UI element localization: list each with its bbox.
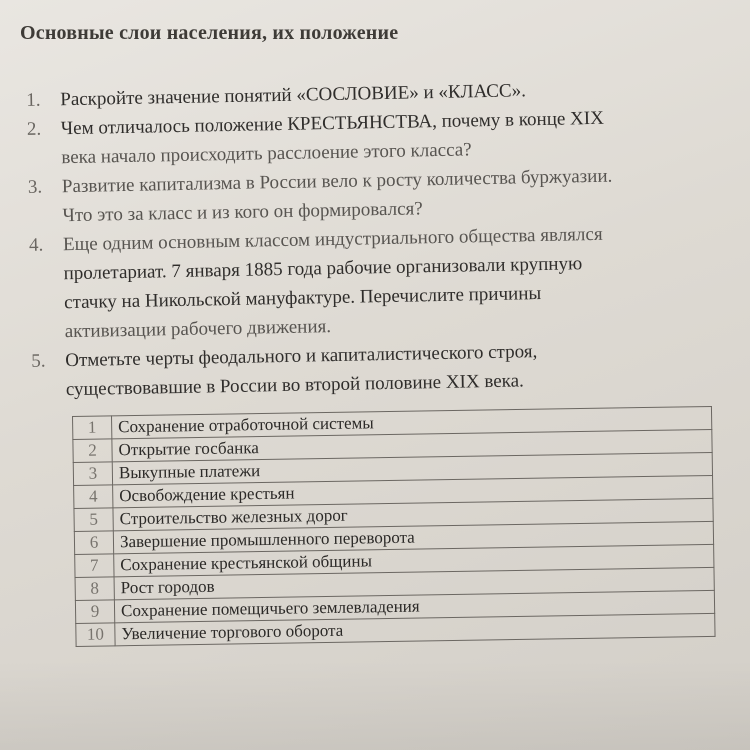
question-list (20, 72, 746, 405)
row-number: 1 (73, 416, 112, 440)
row-text: Открытие госбанка (112, 429, 712, 461)
question-number: 3. (27, 176, 43, 198)
row-number: 8 (75, 577, 114, 601)
question-text: века начало происходить расслоение этого класса? (61, 139, 472, 169)
question-4 (23, 217, 745, 347)
row-number: 7 (75, 554, 114, 578)
row-text: Увеличение торгового оборота (115, 613, 715, 645)
question-text: Отметьте черты феодального и капиталистического строя, (65, 341, 538, 372)
row-text: Завершение промышленного переворота (113, 521, 713, 553)
question-text: Развитие капитализма в России вело к росту количества буржуазии. (61, 165, 613, 198)
row-text: Сохранение помещичьего землевладения (114, 590, 714, 622)
features-table (72, 406, 716, 647)
question-text: Чем отличалось положение КРЕСТЬЯНСТВА, почему в конце XIX (60, 107, 605, 140)
row-text: Выкупные платежи (112, 452, 712, 484)
row-number: 4 (74, 485, 113, 509)
row-text: Сохранение отработочной системы (112, 406, 712, 438)
question-text: стачку на Никольской мануфактуре. Перечислите причины (63, 283, 542, 314)
question-text: Раскройте значение понятий «СОСЛОВИЕ» и «КЛАСС». (60, 80, 527, 111)
row-number: 5 (74, 508, 113, 532)
question-text: пролетариат. 7 января 1885 года рабочие организовали крупную (63, 253, 583, 285)
row-number: 2 (73, 439, 112, 463)
worksheet-title: Основные слои населения, их положение (20, 22, 399, 44)
question-number: 4. (28, 234, 44, 256)
question-number: 1. (26, 89, 41, 111)
question-text: Еще одним основным классом индустриального общества являлся (62, 223, 603, 256)
row-text: Рост городов (114, 567, 714, 599)
paper-shadow (0, 660, 750, 750)
row-text: Строительство железных дорог (113, 498, 713, 530)
question-number: 2. (26, 118, 42, 140)
row-number: 6 (74, 531, 113, 555)
row-text: Освобождение крестьян (113, 475, 713, 507)
question-text: активизации рабочего движения. (64, 316, 332, 343)
question-text: Что это за класс и из кого он формировался? (62, 198, 423, 227)
row-number: 3 (73, 462, 112, 486)
features-table-wrapper (72, 406, 716, 647)
question-text: существовавшие в России во второй половине XIX века. (65, 370, 525, 401)
question-number: 5. (31, 350, 46, 372)
row-number: 9 (75, 600, 114, 624)
question-5 (25, 333, 746, 405)
row-number: 10 (76, 623, 115, 647)
row-text: Сохранение крестьянской общины (114, 544, 714, 576)
